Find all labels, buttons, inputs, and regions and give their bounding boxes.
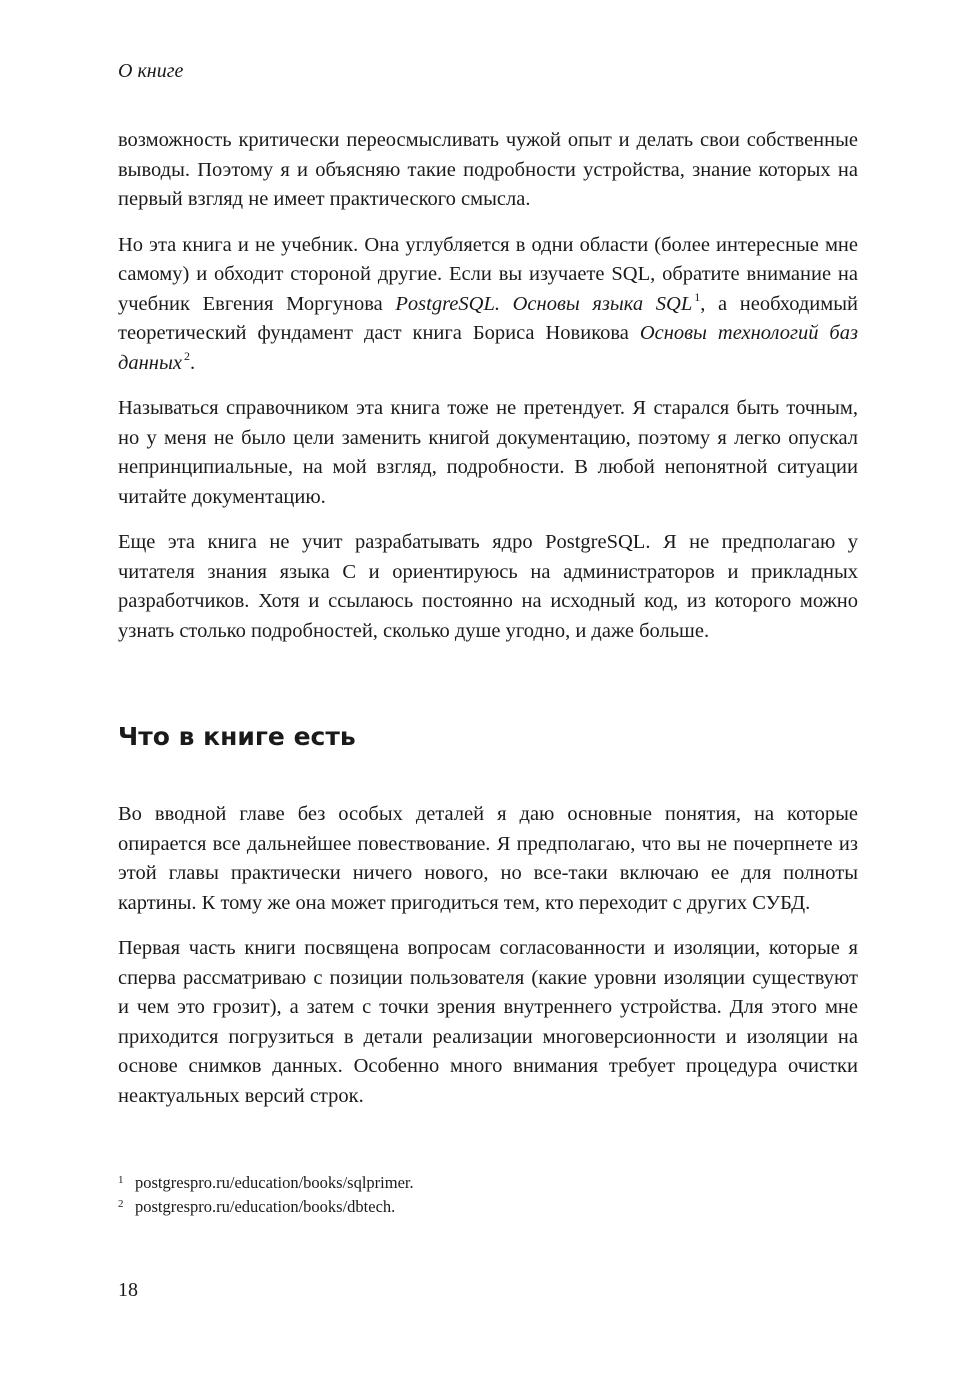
footnote-link[interactable]: postgrespro.ru/education/books/sqlprimer. xyxy=(135,1173,414,1192)
footnotes xyxy=(118,1172,414,1220)
book-title-morgunov: PostgreSQL. Основы языка SQL xyxy=(395,292,693,315)
footnote-link[interactable]: postgrespro.ru/education/books/dbtech. xyxy=(135,1197,396,1216)
paragraph: возможность критически переосмысливать чужой опыт и делать свои собственные выводы. Поэтому я и объясняю такие подробности устройства, знание которых на первый взгляд не имеет практического смысла. xyxy=(118,129,858,210)
footnote-2 xyxy=(118,1196,414,1220)
paragraph-text: . xyxy=(189,351,196,374)
running-head: О книге xyxy=(118,60,184,82)
paragraph: Во вводной главе без особых деталей я даю основные понятия, на которые опирается все дальнейшее повествование. Я предполагаю, что вы не почерпнете из этой главы практически ничего нового, но все-таки включаю ее для полноты картины. К тому же она может пригодиться тем, кто переходит с других СУБД. xyxy=(118,803,858,914)
footnote-ref-1[interactable]: 1 xyxy=(694,289,701,304)
paragraph: Еще эта книга не учит разрабатывать ядро PostgreSQL. Я не предполагаю у читателя знания языка C и ориентируюсь на администраторов и прикладных разработчиков. Хотя и ссылаюсь постоянно на исходный код, из которого можно узнать столько подробностей, сколько душе угодно, и даже больше. xyxy=(118,531,858,642)
paragraph: Называться справочником эта книга тоже не претендует. Я старался быть точным, но у меня не было цели заменить книгой документацию, поэтому я легко опускал непринципиальные, на мой взгляд, подробности. В любой непонятной ситуации читайте документацию. xyxy=(118,397,858,508)
footnote-number: 2 xyxy=(118,1198,124,1210)
footnote-1 xyxy=(118,1172,414,1196)
paragraph-text: Но эта книга и не учебник. Она углубляется в одни области (более интересные мне самому) и обходит стороной другие. Если вы изучаете SQL, обратите внимание на учебник Евгения Моргунова xyxy=(118,233,858,315)
book-title-novikov: Основы технологий баз данных xyxy=(118,322,858,374)
section-text xyxy=(118,800,858,1127)
page-number: 18 xyxy=(118,1279,138,1301)
footnote-ref-2[interactable]: 2 xyxy=(183,348,190,363)
paragraph-text: , а необходимый теоретический фундамент даст книга Бориса Новикова xyxy=(118,292,858,344)
section-heading: Что в книге есть xyxy=(118,722,356,751)
paragraph-references xyxy=(118,231,858,379)
footnote-number: 1 xyxy=(118,1174,124,1186)
intro-text xyxy=(118,126,858,662)
paragraph: Первая часть книги посвящена вопросам согласованности и изоляции, которые я сперва рассматриваю с позиции пользователя (какие уровни изоляции существуют и чем это грозит), а затем с точки зрения внутреннего устройства. Для этого мне приходится погрузиться в детали реализации многоверсионности и изоляции на основе снимков данных. Особенно много внимания требует процедура очистки неактуальных версий строк. xyxy=(118,937,858,1107)
